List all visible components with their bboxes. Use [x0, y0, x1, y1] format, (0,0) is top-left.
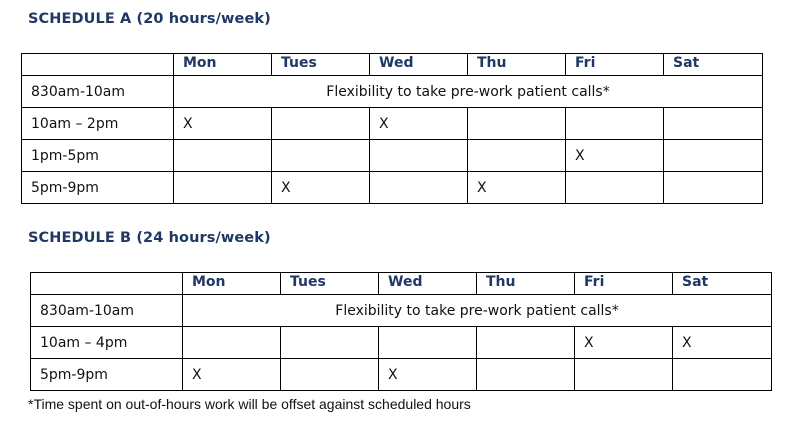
schedule-cell: X [575, 327, 673, 359]
schedule-a-day-mon: Mon [174, 54, 272, 76]
schedule-cell [575, 359, 673, 391]
schedule-cell [664, 140, 763, 172]
schedule-b-corner-cell [31, 273, 183, 295]
schedule-b-row [31, 359, 772, 391]
schedule-cell: X [379, 359, 477, 391]
flexibility-note: Flexibility to take pre-work patient calls* [183, 295, 772, 327]
time-slot-label: 830am-10am [31, 295, 183, 327]
schedule-cell [183, 327, 281, 359]
schedule-cell: X [673, 327, 772, 359]
schedule-cell [379, 327, 477, 359]
schedule-a-corner-cell [22, 54, 174, 76]
schedule-cell [566, 108, 664, 140]
schedule-b-day-fri: Fri [575, 273, 673, 295]
schedule-cell [477, 327, 575, 359]
schedule-a-row [22, 140, 763, 172]
footnote: *Time spent on out-of-hours work will be offset against scheduled hours [28, 396, 471, 412]
schedule-a-day-tues: Tues [272, 54, 370, 76]
schedule-cell [477, 359, 575, 391]
schedule-a-day-fri: Fri [566, 54, 664, 76]
schedule-a-row [22, 108, 763, 140]
schedule-cell [174, 140, 272, 172]
schedule-b-row [31, 327, 772, 359]
schedule-cell [370, 172, 468, 204]
schedule-cell [174, 172, 272, 204]
schedule-cell: X [272, 172, 370, 204]
schedule-a-row [22, 172, 763, 204]
schedule-b-table [30, 272, 772, 391]
schedule-cell [468, 108, 566, 140]
time-slot-label: 1pm-5pm [22, 140, 174, 172]
time-slot-label: 830am-10am [22, 76, 174, 108]
schedule-a-title: SCHEDULE A (20 hours/week) [28, 11, 271, 27]
schedule-b-day-mon: Mon [183, 273, 281, 295]
schedule-cell: X [183, 359, 281, 391]
flexibility-note: Flexibility to take pre-work patient calls* [174, 76, 763, 108]
schedule-a-day-sat: Sat [664, 54, 763, 76]
schedule-a-day-thu: Thu [468, 54, 566, 76]
schedule-cell [673, 359, 772, 391]
time-slot-label: 5pm-9pm [31, 359, 183, 391]
schedule-b-day-tues: Tues [281, 273, 379, 295]
schedule-cell [281, 359, 379, 391]
schedule-cell [664, 172, 763, 204]
schedule-b-day-wed: Wed [379, 273, 477, 295]
schedule-cell [272, 108, 370, 140]
schedule-b-day-thu: Thu [477, 273, 575, 295]
schedule-cell [281, 327, 379, 359]
schedule-a-header-row [22, 54, 763, 76]
time-slot-label: 10am – 2pm [22, 108, 174, 140]
schedule-cell: X [370, 108, 468, 140]
schedule-a-table [21, 53, 763, 204]
schedule-b-title: SCHEDULE B (24 hours/week) [28, 230, 271, 246]
schedule-cell: X [566, 140, 664, 172]
schedule-cell: X [468, 172, 566, 204]
schedule-a-day-wed: Wed [370, 54, 468, 76]
time-slot-label: 5pm-9pm [22, 172, 174, 204]
schedule-cell: X [174, 108, 272, 140]
schedule-b-header-row [31, 273, 772, 295]
schedule-cell [566, 172, 664, 204]
schedule-cell [468, 140, 566, 172]
schedule-b-day-sat: Sat [673, 273, 772, 295]
schedule-b-flex-row [31, 295, 772, 327]
schedule-a-flex-row [22, 76, 763, 108]
schedule-cell [664, 108, 763, 140]
schedule-cell [370, 140, 468, 172]
time-slot-label: 10am – 4pm [31, 327, 183, 359]
schedule-cell [272, 140, 370, 172]
